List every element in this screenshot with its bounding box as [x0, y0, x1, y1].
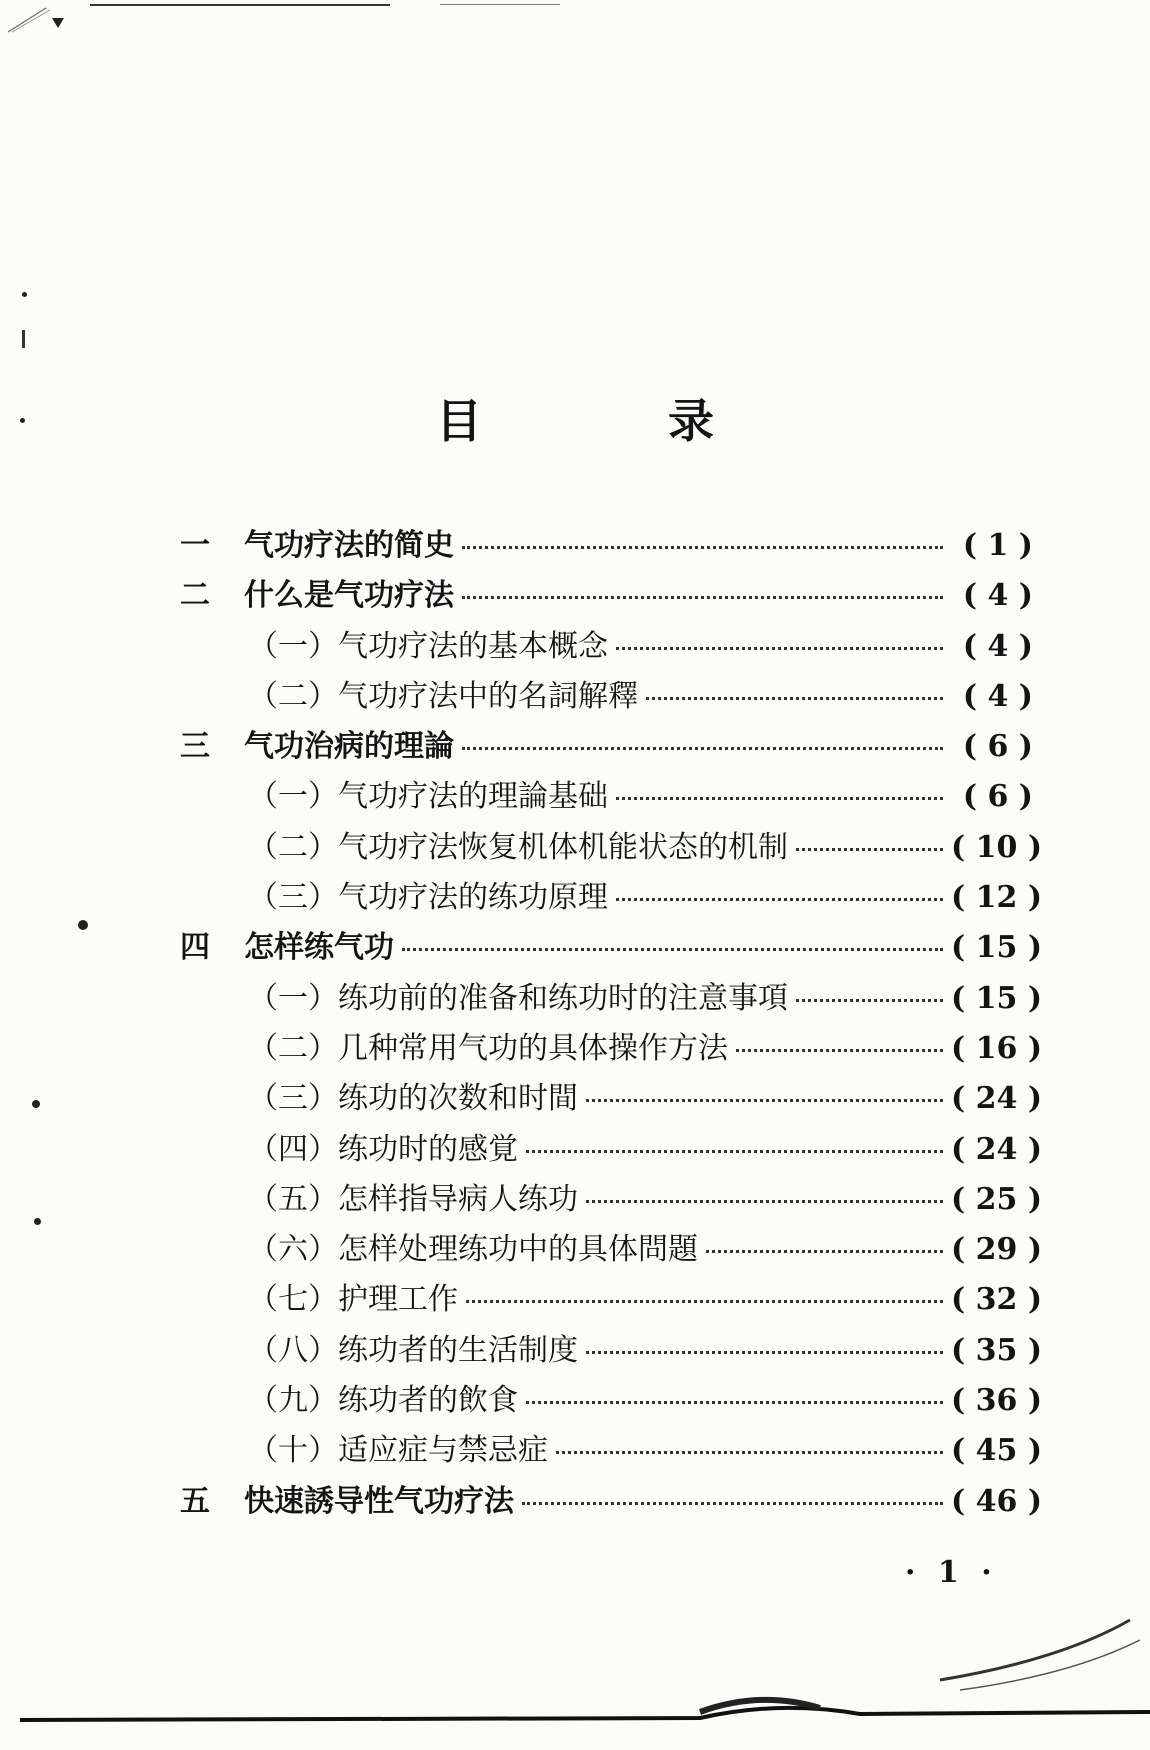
toc-chapter-row[interactable]: [180, 570, 1033, 620]
toc-section-row[interactable]: [180, 822, 1043, 872]
toc-entry-title: （三）练功的次数和时間: [248, 1081, 578, 1117]
toc-entry-line: [244, 520, 1033, 564]
toc-entry-line: [180, 1274, 1043, 1318]
toc-entry-title: （一）气功疗法的基本概念: [248, 628, 608, 664]
toc-entry-title: 怎样练气功: [244, 930, 394, 966]
toc-entry-title: （五）怎样指导病人练功: [248, 1181, 578, 1217]
toc-entry-title: （八）练功者的生活制度: [248, 1332, 578, 1368]
toc-entry-title: （一）气功疗法的理論基础: [248, 779, 608, 815]
toc-entry-line: [180, 1224, 1043, 1268]
toc-chapter-row[interactable]: [180, 520, 1033, 570]
margin-speck: [22, 330, 25, 348]
dot-leader: [586, 1351, 943, 1354]
toc-entry-line: [180, 1375, 1043, 1419]
toc-chapter-number: 五: [180, 1483, 210, 1519]
toc-entry-title: （六）怎样处理练功中的具体問題: [248, 1232, 698, 1268]
toc-entry-title: （七）护理工作: [248, 1282, 458, 1318]
page-number: · 1 ·: [905, 1555, 998, 1590]
toc-page-number: ( 32 ): [951, 1282, 1043, 1318]
dot-leader: [586, 1099, 943, 1102]
toc-section-row[interactable]: [180, 671, 1033, 721]
library-stamp-icon: [6, 4, 68, 34]
margin-speck: [78, 920, 88, 930]
toc-entry-line: [180, 1023, 1043, 1067]
toc-section-row[interactable]: [180, 1224, 1043, 1274]
toc-entry-line: [180, 973, 1043, 1017]
toc-entry-title: （十）适应症与禁忌症: [248, 1433, 548, 1469]
dot-leader: [462, 546, 943, 549]
toc-page-number: ( 4 ): [962, 578, 1033, 614]
margin-speck: [22, 292, 27, 297]
toc-entry-line: [244, 570, 1033, 614]
dot-leader: [526, 1150, 943, 1153]
toc-entry-line: [244, 922, 1043, 966]
dot-leader: [462, 747, 943, 750]
toc-page-number: ( 24 ): [951, 1081, 1043, 1117]
table-of-contents: [180, 520, 1043, 1526]
toc-entry-title: （二）气功疗法恢复机体机能状态的机制: [248, 829, 788, 865]
toc-section-row[interactable]: [180, 1375, 1043, 1425]
toc-page-number: ( 36 ): [951, 1383, 1043, 1419]
top-edge-line-right: [440, 4, 560, 5]
toc-entry-line: [180, 621, 1033, 665]
toc-section-row[interactable]: [180, 1425, 1043, 1475]
toc-entry-title: 什么是气功疗法: [244, 578, 454, 614]
toc-page-number: ( 35 ): [951, 1332, 1043, 1368]
toc-entry-title: 气功治病的理論: [244, 729, 454, 765]
toc-entry-line: [180, 1124, 1043, 1168]
bottom-edge-smudge: [0, 1580, 1150, 1750]
toc-page-number: ( 29 ): [951, 1232, 1043, 1268]
toc-page-number: ( 46 ): [951, 1483, 1043, 1519]
toc-chapter-number: 三: [180, 729, 210, 765]
toc-chapter-row[interactable]: [180, 922, 1043, 972]
dot-leader: [466, 1300, 943, 1303]
toc-section-row[interactable]: [180, 1325, 1043, 1375]
toc-page-number: ( 16 ): [951, 1030, 1043, 1066]
top-edge-line: [90, 4, 390, 6]
dot-leader: [616, 797, 943, 800]
page-title: 目 录: [436, 394, 784, 448]
toc-entry-line: [244, 1476, 1043, 1520]
toc-section-row[interactable]: [180, 1174, 1043, 1224]
toc-entry-title: （二）气功疗法中的名詞解釋: [248, 678, 638, 714]
dot-leader: [586, 1200, 943, 1203]
dot-leader: [616, 898, 943, 901]
toc-page-number: ( 6 ): [962, 779, 1033, 815]
toc-chapter-number: 一: [180, 528, 210, 563]
toc-page-number: ( 4 ): [962, 678, 1033, 714]
margin-speck: [32, 1100, 40, 1108]
dot-leader: [796, 999, 943, 1002]
toc-section-row[interactable]: [180, 1023, 1043, 1073]
toc-entry-line: [180, 671, 1033, 715]
toc-page-number: ( 25 ): [951, 1181, 1043, 1217]
toc-chapter-number: 四: [180, 930, 210, 966]
dot-leader: [736, 1049, 943, 1052]
toc-page-number: ( 45 ): [951, 1433, 1043, 1469]
dot-leader: [556, 1451, 943, 1454]
dot-leader: [646, 697, 943, 700]
toc-entry-line: [180, 1073, 1043, 1117]
toc-page-number: ( 4 ): [962, 628, 1033, 664]
toc-entry-title: （二）几种常用气功的具体操作方法: [248, 1030, 728, 1066]
toc-section-row[interactable]: [180, 771, 1033, 821]
toc-page-number: ( 15 ): [951, 930, 1043, 966]
toc-section-row[interactable]: [180, 1274, 1043, 1324]
toc-page-number: ( 24 ): [951, 1131, 1043, 1167]
toc-entry-title: （一）练功前的准备和练功时的注意事項: [248, 980, 788, 1016]
dot-leader: [616, 647, 943, 650]
toc-entry-title: 快速誘导性气功疗法: [244, 1483, 514, 1519]
toc-entry-title: （四）练功时的感覚: [248, 1131, 518, 1167]
toc-entry-line: [180, 872, 1043, 916]
toc-entry-title: （九）练功者的飲食: [248, 1383, 518, 1419]
dot-leader: [462, 596, 943, 599]
dot-leader: [796, 848, 943, 851]
toc-page-number: ( 1 ): [962, 528, 1033, 563]
toc-page-number: ( 12 ): [951, 880, 1043, 916]
dot-leader: [706, 1250, 943, 1253]
toc-chapter-number: 二: [180, 578, 210, 614]
toc-entry-line: [180, 1325, 1043, 1369]
toc-page-number: ( 15 ): [951, 980, 1043, 1016]
toc-entry-line: [180, 822, 1043, 866]
dot-leader: [402, 948, 943, 951]
toc-entry-line: [180, 771, 1033, 815]
dot-leader: [522, 1502, 943, 1505]
toc-page-number: ( 10 ): [951, 829, 1043, 865]
toc-entry-line: [180, 1425, 1043, 1469]
toc-entry-line: [180, 1174, 1043, 1218]
toc-section-row[interactable]: [180, 1073, 1043, 1123]
toc-page-number: ( 6 ): [962, 729, 1033, 765]
toc-section-row[interactable]: [180, 973, 1043, 1023]
toc-section-row[interactable]: [180, 1124, 1043, 1174]
toc-chapter-row[interactable]: [180, 721, 1033, 771]
margin-speck: [34, 1218, 41, 1225]
toc-entry-line: [244, 721, 1033, 765]
toc-entry-title: 气功疗法的简史: [244, 528, 454, 563]
toc-chapter-row[interactable]: [180, 1476, 1043, 1526]
toc-section-row[interactable]: [180, 621, 1033, 671]
toc-section-row[interactable]: [180, 872, 1043, 922]
dot-leader: [526, 1401, 943, 1404]
toc-entry-title: （三）气功疗法的练功原理: [248, 880, 608, 916]
